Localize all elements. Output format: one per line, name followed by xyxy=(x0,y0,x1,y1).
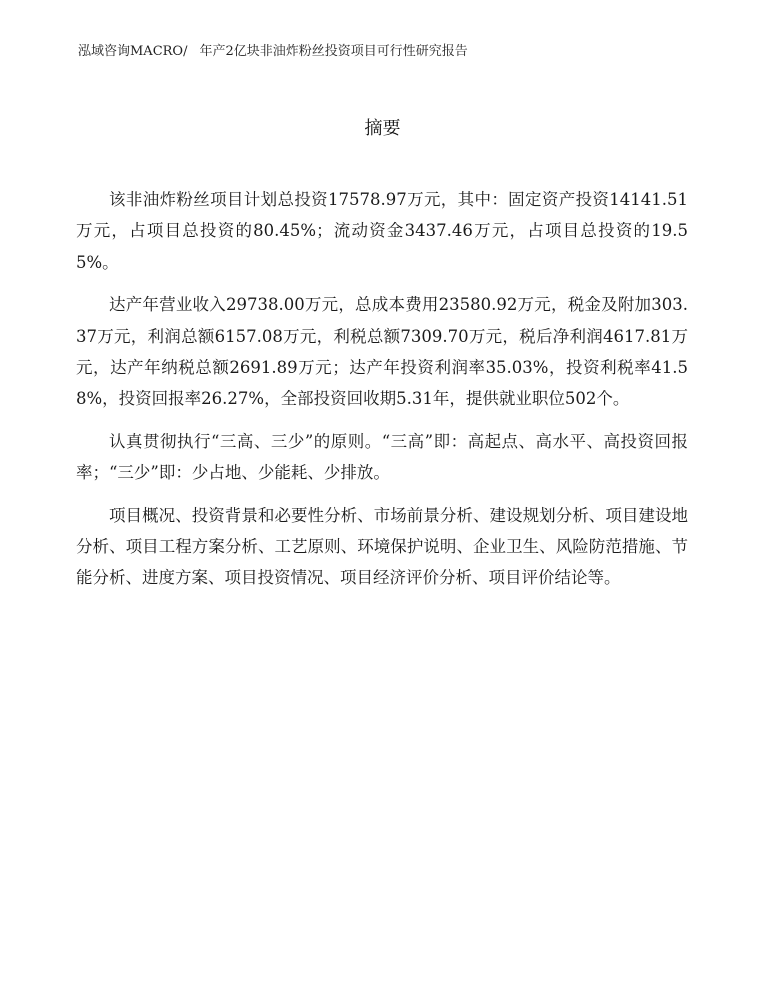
page-header xyxy=(78,40,468,59)
header-doc-title: 年产2亿块非油炸粉丝投资项目可行性研究报告 xyxy=(199,44,468,59)
header-company: 泓域咨询MACRO/ xyxy=(78,44,188,59)
section-title: 摘要 xyxy=(364,118,401,139)
abstract-body xyxy=(76,184,688,605)
paragraph-investment: 该非油炸粉丝项目计划总投资17578.97万元，其中：固定资产投资14141.51万元，占项目总投资的80.45%；流动资金3437.46万元，占项目总投资的19.55%。 xyxy=(76,190,688,272)
paragraph-financials: 达产年营业收入29738.00万元，总成本费用23580.92万元，税金及附加303.37万元，利润总额6157.08万元，利税总额7309.70万元，税后净利润4617.81万元，达产年纳税总额2691.89万元；达产年投资利润率35.03%，投资利税率41.58%，投资回报率26.27%，全部投资回收期5.31年，提供就业职位502个。 xyxy=(76,295,688,409)
paragraph-principles: 认真贯彻执行“三高、三少”的原则。“三高”即：高起点、高水平、高投资回报率；“三少”即：少占地、少能耗、少排放。 xyxy=(76,431,688,483)
paragraph-contents: 项目概况、投资背景和必要性分析、市场前景分析、建设规划分析、项目建设地分析、项目工程方案分析、工艺原则、环境保护说明、企业卫生、风险防范措施、节能分析、进度方案、项目投资情况、项目经济评价分析、项目评价结论等。 xyxy=(76,505,688,588)
